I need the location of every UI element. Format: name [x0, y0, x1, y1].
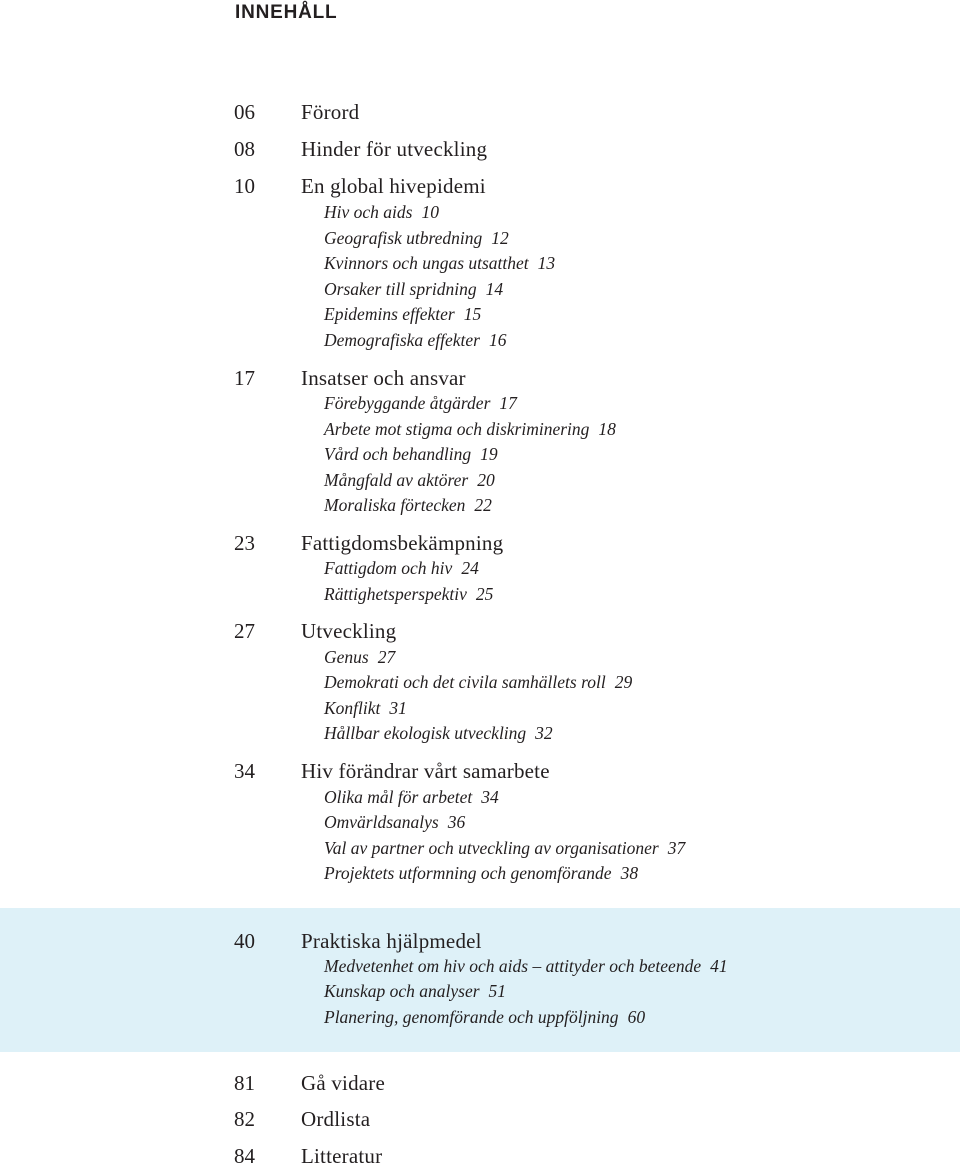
- subsection-page-number: 27: [377, 647, 396, 667]
- subsection-page-number: 38: [620, 863, 639, 883]
- subsection-title: Fattigdom och hiv: [324, 558, 453, 578]
- chapter-page-number: 82: [234, 1107, 255, 1131]
- toc-chapter: [0, 1142, 960, 1170]
- chapter-title: Litteratur: [301, 1144, 383, 1168]
- toc-chapter: [0, 529, 960, 557]
- toc-chapter: [0, 617, 960, 645]
- subsection-title: Olika mål för arbetet: [324, 787, 473, 807]
- subsection-page-number: 32: [535, 723, 553, 743]
- subsection-page-number: 16: [489, 330, 507, 350]
- toc-subsection: [324, 302, 481, 326]
- subsection-page-number: 41: [710, 956, 728, 976]
- toc-subsection: [324, 556, 479, 580]
- toc-subsection: [324, 582, 493, 606]
- chapter-title: Hinder för utveckling: [301, 137, 488, 161]
- subsection-title: Förebyggande åtgärder: [324, 393, 491, 413]
- chapter-page-number: 84: [234, 1144, 255, 1168]
- chapter-title: Utveckling: [301, 619, 397, 643]
- subsection-page-number: 15: [463, 304, 482, 324]
- toc-chapter: [0, 1105, 960, 1133]
- chapter-title: Fattigdomsbekämpning: [301, 531, 504, 555]
- subsection-page-number: 29: [614, 672, 633, 692]
- toc-chapter: [0, 172, 960, 200]
- subsection-title: Geografisk utbredning: [324, 228, 483, 248]
- subsection-page-number: 31: [389, 698, 407, 718]
- toc-subsection: [324, 328, 507, 352]
- subsection-title: Mångfald av aktörer: [324, 470, 469, 490]
- page-title: INNEHÅLL: [235, 2, 338, 23]
- subsection-title: Omvärldsanalys: [324, 812, 439, 832]
- subsection-page-number: 34: [481, 787, 499, 807]
- subsection-title: Arbete mot stigma och diskriminering: [324, 419, 590, 439]
- toc-chapter: [0, 927, 960, 955]
- chapter-title: Ordlista: [301, 1107, 371, 1131]
- chapter-page-number: 08: [234, 137, 255, 161]
- toc-subsection: [324, 468, 495, 492]
- subsection-title: Rättighetsperspektiv: [324, 584, 467, 604]
- chapter-title: Insatser och ansvar: [301, 366, 466, 390]
- subsection-title: Orsaker till spridning: [324, 279, 477, 299]
- toc-subsection: [324, 810, 465, 834]
- chapter-page-number: 34: [234, 759, 255, 783]
- subsection-title: Planering, genomförande och uppföljning: [324, 1007, 619, 1027]
- subsection-title: Hiv och aids: [324, 202, 413, 222]
- chapter-page-number: 27: [234, 619, 255, 643]
- toc-subsection: [324, 861, 638, 885]
- subsection-page-number: 14: [485, 279, 504, 299]
- subsection-page-number: 18: [598, 419, 616, 439]
- toc-subsection: [324, 721, 553, 745]
- toc-subsection: [324, 1005, 645, 1029]
- subsection-title: Moraliska förtecken: [324, 495, 466, 515]
- subsection-page-number: 17: [499, 393, 517, 413]
- chapter-title: En global hivepidemi: [301, 174, 486, 198]
- toc-chapter: [0, 364, 960, 392]
- toc-subsection: [324, 493, 492, 517]
- subsection-title: Medvetenhet om hiv och aids – attityder och beteende: [324, 956, 702, 976]
- subsection-title: Demografiska effekter: [324, 330, 480, 350]
- chapter-page-number: 17: [234, 366, 255, 390]
- toc-subsection: [324, 979, 506, 1003]
- chapter-title: Gå vidare: [301, 1071, 386, 1095]
- subsection-title: Konflikt: [324, 698, 381, 718]
- subsection-page-number: 13: [537, 253, 556, 273]
- subsection-page-number: 10: [421, 202, 439, 222]
- subsection-page-number: 22: [474, 495, 492, 515]
- subsection-title: Hållbar ekologisk utveckling: [324, 723, 527, 743]
- subsection-page-number: 25: [475, 584, 494, 604]
- subsection-title: Epidemins effekter: [324, 304, 455, 324]
- chapter-title: Hiv förändrar vårt samarbete: [301, 759, 550, 783]
- toc-subsection: [324, 645, 395, 669]
- toc-subsection: [324, 251, 555, 275]
- toc-subsection: [324, 200, 439, 224]
- subsection-page-number: 19: [480, 444, 498, 464]
- chapter-page-number: 23: [234, 531, 255, 555]
- subsection-page-number: 36: [447, 812, 466, 832]
- subsection-page-number: 51: [488, 981, 507, 1001]
- toc-chapter: [0, 1069, 960, 1097]
- toc-subsection: [324, 785, 499, 809]
- toc-subsection: [324, 696, 407, 720]
- subsection-title: Genus: [324, 647, 369, 667]
- subsection-title: Vård och behandling: [324, 444, 472, 464]
- subsection-title: Projektets utformning och genomförande: [324, 863, 612, 883]
- toc-chapter: [0, 757, 960, 785]
- subsection-page-number: 20: [477, 470, 495, 490]
- subsection-page-number: 12: [491, 228, 509, 248]
- toc-chapter: [0, 135, 960, 163]
- chapter-title: Förord: [301, 100, 360, 124]
- chapter-page-number: 10: [234, 174, 255, 198]
- toc-subsection: [324, 954, 728, 978]
- subsection-page-number: 37: [667, 838, 686, 858]
- subsection-page-number: 60: [627, 1007, 646, 1027]
- subsection-page-number: 24: [461, 558, 479, 578]
- chapter-page-number: 06: [234, 100, 255, 124]
- subsection-title: Val av partner och utveckling av organisationer: [324, 838, 659, 858]
- toc-subsection: [324, 442, 498, 466]
- chapter-page-number: 81: [234, 1071, 255, 1095]
- chapter-title: Praktiska hjälpmedel: [301, 929, 482, 953]
- subsection-title: Kunskap och analyser: [324, 981, 480, 1001]
- toc-chapter: [0, 98, 960, 126]
- toc-subsection: [324, 670, 632, 694]
- toc-subsection: [324, 226, 509, 250]
- toc-subsection: [324, 277, 503, 301]
- chapter-page-number: 40: [234, 929, 255, 953]
- toc-subsection: [324, 836, 685, 860]
- toc-subsection: [324, 417, 616, 441]
- toc-subsection: [324, 391, 517, 415]
- subsection-title: Kvinnors och ungas utsatthet: [324, 253, 529, 273]
- subsection-title: Demokrati och det civila samhällets roll: [324, 672, 606, 692]
